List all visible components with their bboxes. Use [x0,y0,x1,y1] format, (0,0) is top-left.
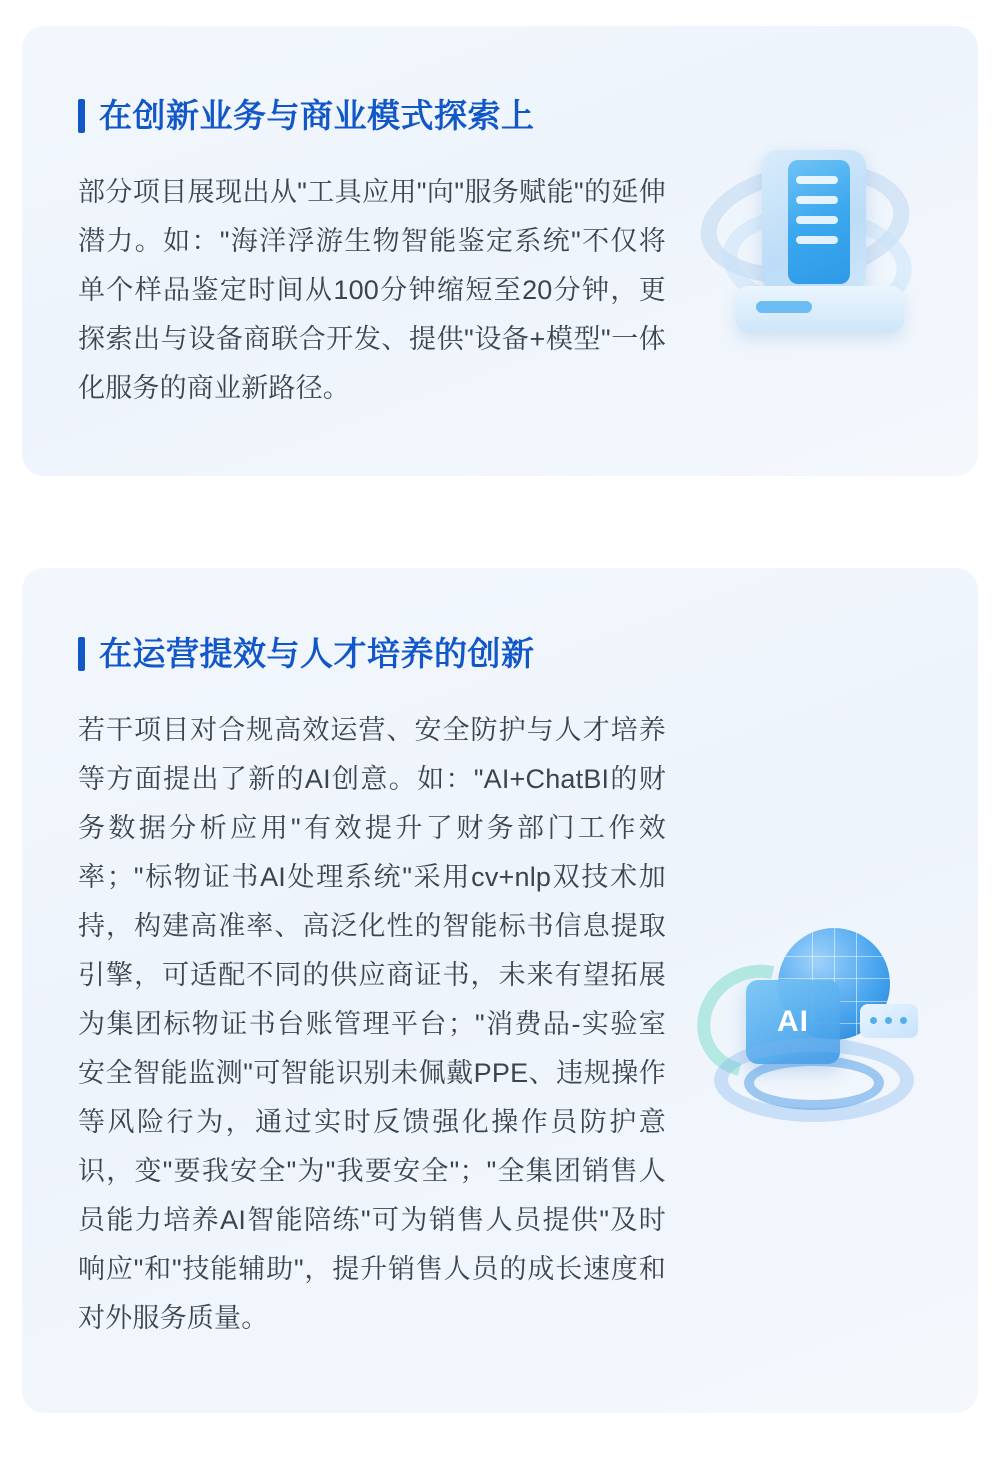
ai-sphere-icon [692,918,942,1148]
section-card-2 [22,568,978,1413]
server-led-icon [796,236,838,244]
server-led-icon [796,176,838,184]
section-1-body-text: 部分项目展现出从"工具应用"向"服务赋能"的延伸潜力。如："海洋浮游生物智能鉴定系统"不仅将单个样品鉴定时间从100分钟缩短至20分钟，更探索出与设备商联合开发、提供"设备+模型"一体化服务的商业新路径。 [78,177,666,404]
server-base-slot-icon [756,301,812,313]
server-front-panel-icon [788,160,850,284]
ai-chip-icon [860,1004,918,1038]
globe-parallel-icon [778,956,890,957]
server-led-icon [796,216,838,224]
ai-card-label: AI [777,1005,809,1038]
server-led-icon [796,196,838,204]
section-2-heading-text: 在运营提效与人才培养的创新 [99,635,535,672]
heading-accent-bar [78,99,85,133]
heading-accent-bar [78,637,85,671]
chip-dot-icon [885,1017,892,1024]
server-database-icon [692,136,942,366]
section-2-body-text: 若干项目对合规高效运营、安全防护与人才培养等方面提出了新的AI创意。如："AI+ChatBI的财务数据分析应用"有效提升了财务部门工作效率；"标物证书AI处理系统"采用cv+nlp双技术加持，构建高准率、高泛化性的智能标书信息提取引擎，可适配不同的供应商证书，未来有望拓展为集团标物证书台账管理平台；"消费品-实验室安全智能监测"可智能识别未佩戴PPE、违规操作等风险行为，通过实时反馈强化操作员防护意识，变"要我安全"为"我要安全"；"全集团销售人员能力培养AI智能陪练"可为销售人员提供"及时响应"和"技能辅助"，提升销售人员的成长速度和对外服务质量。 [78,715,666,1334]
chip-dot-icon [870,1017,877,1024]
chip-dot-icon [900,1017,907,1024]
ai-ring-inner-icon [744,1056,884,1110]
section-1-heading [78,98,922,134]
section-card-1 [22,26,978,476]
section-1-heading-text: 在创新业务与商业模式探索上 [99,97,535,134]
page-root [0,26,1000,1467]
section-2-heading [78,636,922,672]
